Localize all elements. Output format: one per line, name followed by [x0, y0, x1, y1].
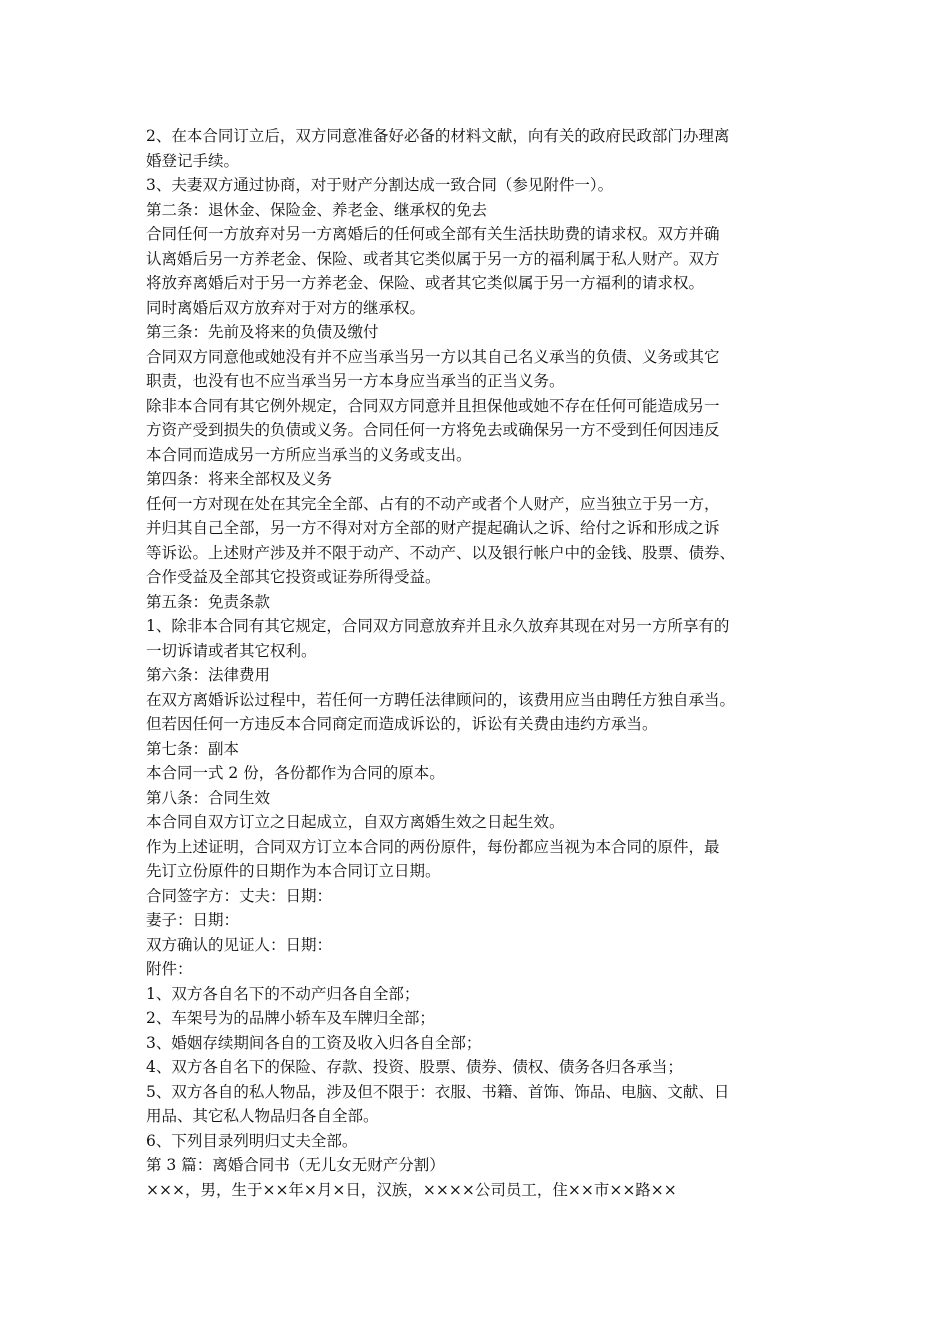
- text-line: 等诉讼。上述财产涉及并不限于动产、不动产、以及银行帐户中的金钱、股票、债券、: [146, 543, 736, 562]
- signature-line: 双方确认的见证人：日期：: [146, 935, 333, 954]
- text-line: 方资产受到损失的负债或义务。合同任何一方将免去或确保另一方不受到任何因违反: [146, 421, 720, 439]
- text-line: 任何一方对现在处在其完全全部、占有的不动产或者个人财产，应当独立于另一方，: [146, 494, 720, 513]
- text-line: 但若因任何一方违反本合同商定而造成诉讼的，诉讼有关费由违约方承当。: [146, 715, 658, 733]
- text-line: 同时离婚后双方放弃对于对方的继承权。: [146, 298, 426, 317]
- section-heading: 第 3 篇：离婚合同书（无儿女无财产分割）: [146, 1156, 445, 1174]
- text-line: ×××，男，生于××年×月×日，汉族，××××公司员工，住××市××路××: [146, 1180, 677, 1199]
- text-line: 先订立份原件的日期作为本合同订立日期。: [146, 862, 441, 880]
- section-heading: 第六条：法律费用: [146, 666, 271, 684]
- text-line: 1、除非本合同有其它规定，合同双方同意放弃并且永久放弃其现在对另一方所享有的: [146, 617, 730, 635]
- signature-line: 合同签字方：丈夫：日期：: [146, 886, 333, 905]
- text-line: 将放弃离婚后对于另一方养老金、保险、或者其它类似属于另一方福利的请求权。: [146, 274, 705, 292]
- text-line: 职责，也没有也不应当承当另一方本身应当承当的正当义务。: [146, 372, 565, 390]
- text-line: 本合同一式 2 份，各份都作为合同的原本。: [146, 764, 445, 782]
- text-line: 并归其自己全部，另一方不得对对方全部的财产提起确认之诉、给付之诉和形成之诉: [146, 519, 720, 537]
- list-item: 4、双方各自名下的保险、存款、投资、股票、债券、债权、债务各归各承当；: [146, 1058, 683, 1076]
- signature-line: 妻子：日期：: [146, 911, 240, 929]
- text-line: 认离婚后另一方养老金、保险、或者其它类似属于另一方的福利属于私人财产。双方: [146, 249, 720, 268]
- text-line: 婚登记手续。: [146, 151, 240, 170]
- text-line: 合同双方同意他或她没有并不应当承当另一方以其自己名义承当的负债、义务或其它: [146, 347, 720, 366]
- section-heading: 第三条：先前及将来的负债及缴付: [146, 323, 379, 341]
- section-heading: 第七条：副本: [146, 739, 240, 758]
- section-heading: 第五条：免责条款: [146, 592, 271, 611]
- section-heading: 附件：: [146, 960, 193, 978]
- text-line: 合同任何一方放弃对另一方离婚后的任何或全部有关生活扶助费的请求权。双方并确: [146, 225, 720, 243]
- list-item: 1、双方各自名下的不动产归各自全部；: [146, 984, 420, 1003]
- list-item: 6、下列目录列明归丈夫全部。: [146, 1131, 358, 1150]
- text-line: 本合同自双方订立之日起成立，自双方离婚生效之日起生效。: [146, 813, 565, 831]
- text-line: 合作受益及全部其它投资或证券所得受益。: [146, 568, 441, 586]
- text-line: 作为上述证明，合同双方订立本合同的两份原件，每份都应当视为本合同的原件，最: [146, 837, 720, 856]
- section-heading: 第八条：合同生效: [146, 788, 271, 807]
- document-page: [146, 124, 810, 1202]
- list-item: 5、双方各自的私人物品，涉及但不限于：衣服、书籍、首饰、饰品、电脑、文献、日: [146, 1082, 730, 1101]
- list-item: 2、车架号为的品牌小轿车及车牌归全部；: [146, 1009, 435, 1027]
- text-line: 本合同而造成另一方所应当承当的义务或支出。: [146, 445, 472, 464]
- text-line: 一切诉请或者其它权利。: [146, 641, 317, 660]
- section-heading: 第二条：退休金、保险金、养老金、继承权的免去: [146, 200, 488, 219]
- text-line: 2、在本合同订立后，双方同意准备好必备的材料文献，向有关的政府民政部门办理离: [146, 127, 730, 145]
- text-line: 3、夫妻双方通过协商，对于财产分割达成一致合同（参见附件一）。: [146, 176, 614, 194]
- text-line: 在双方离婚诉讼过程中，若任何一方聘任法律顾问的，该费用应当由聘任方独自承当。: [146, 690, 736, 709]
- list-item: 3、婚姻存续期间各自的工资及收入归各自全部；: [146, 1033, 482, 1052]
- section-heading: 第四条：将来全部权及义务: [146, 470, 333, 488]
- text-line: 用品、其它私人物品归各自全部。: [146, 1107, 379, 1125]
- text-line: 除非本合同有其它例外规定，合同双方同意并且担保他或她不存在任何可能造成另一: [146, 396, 720, 415]
